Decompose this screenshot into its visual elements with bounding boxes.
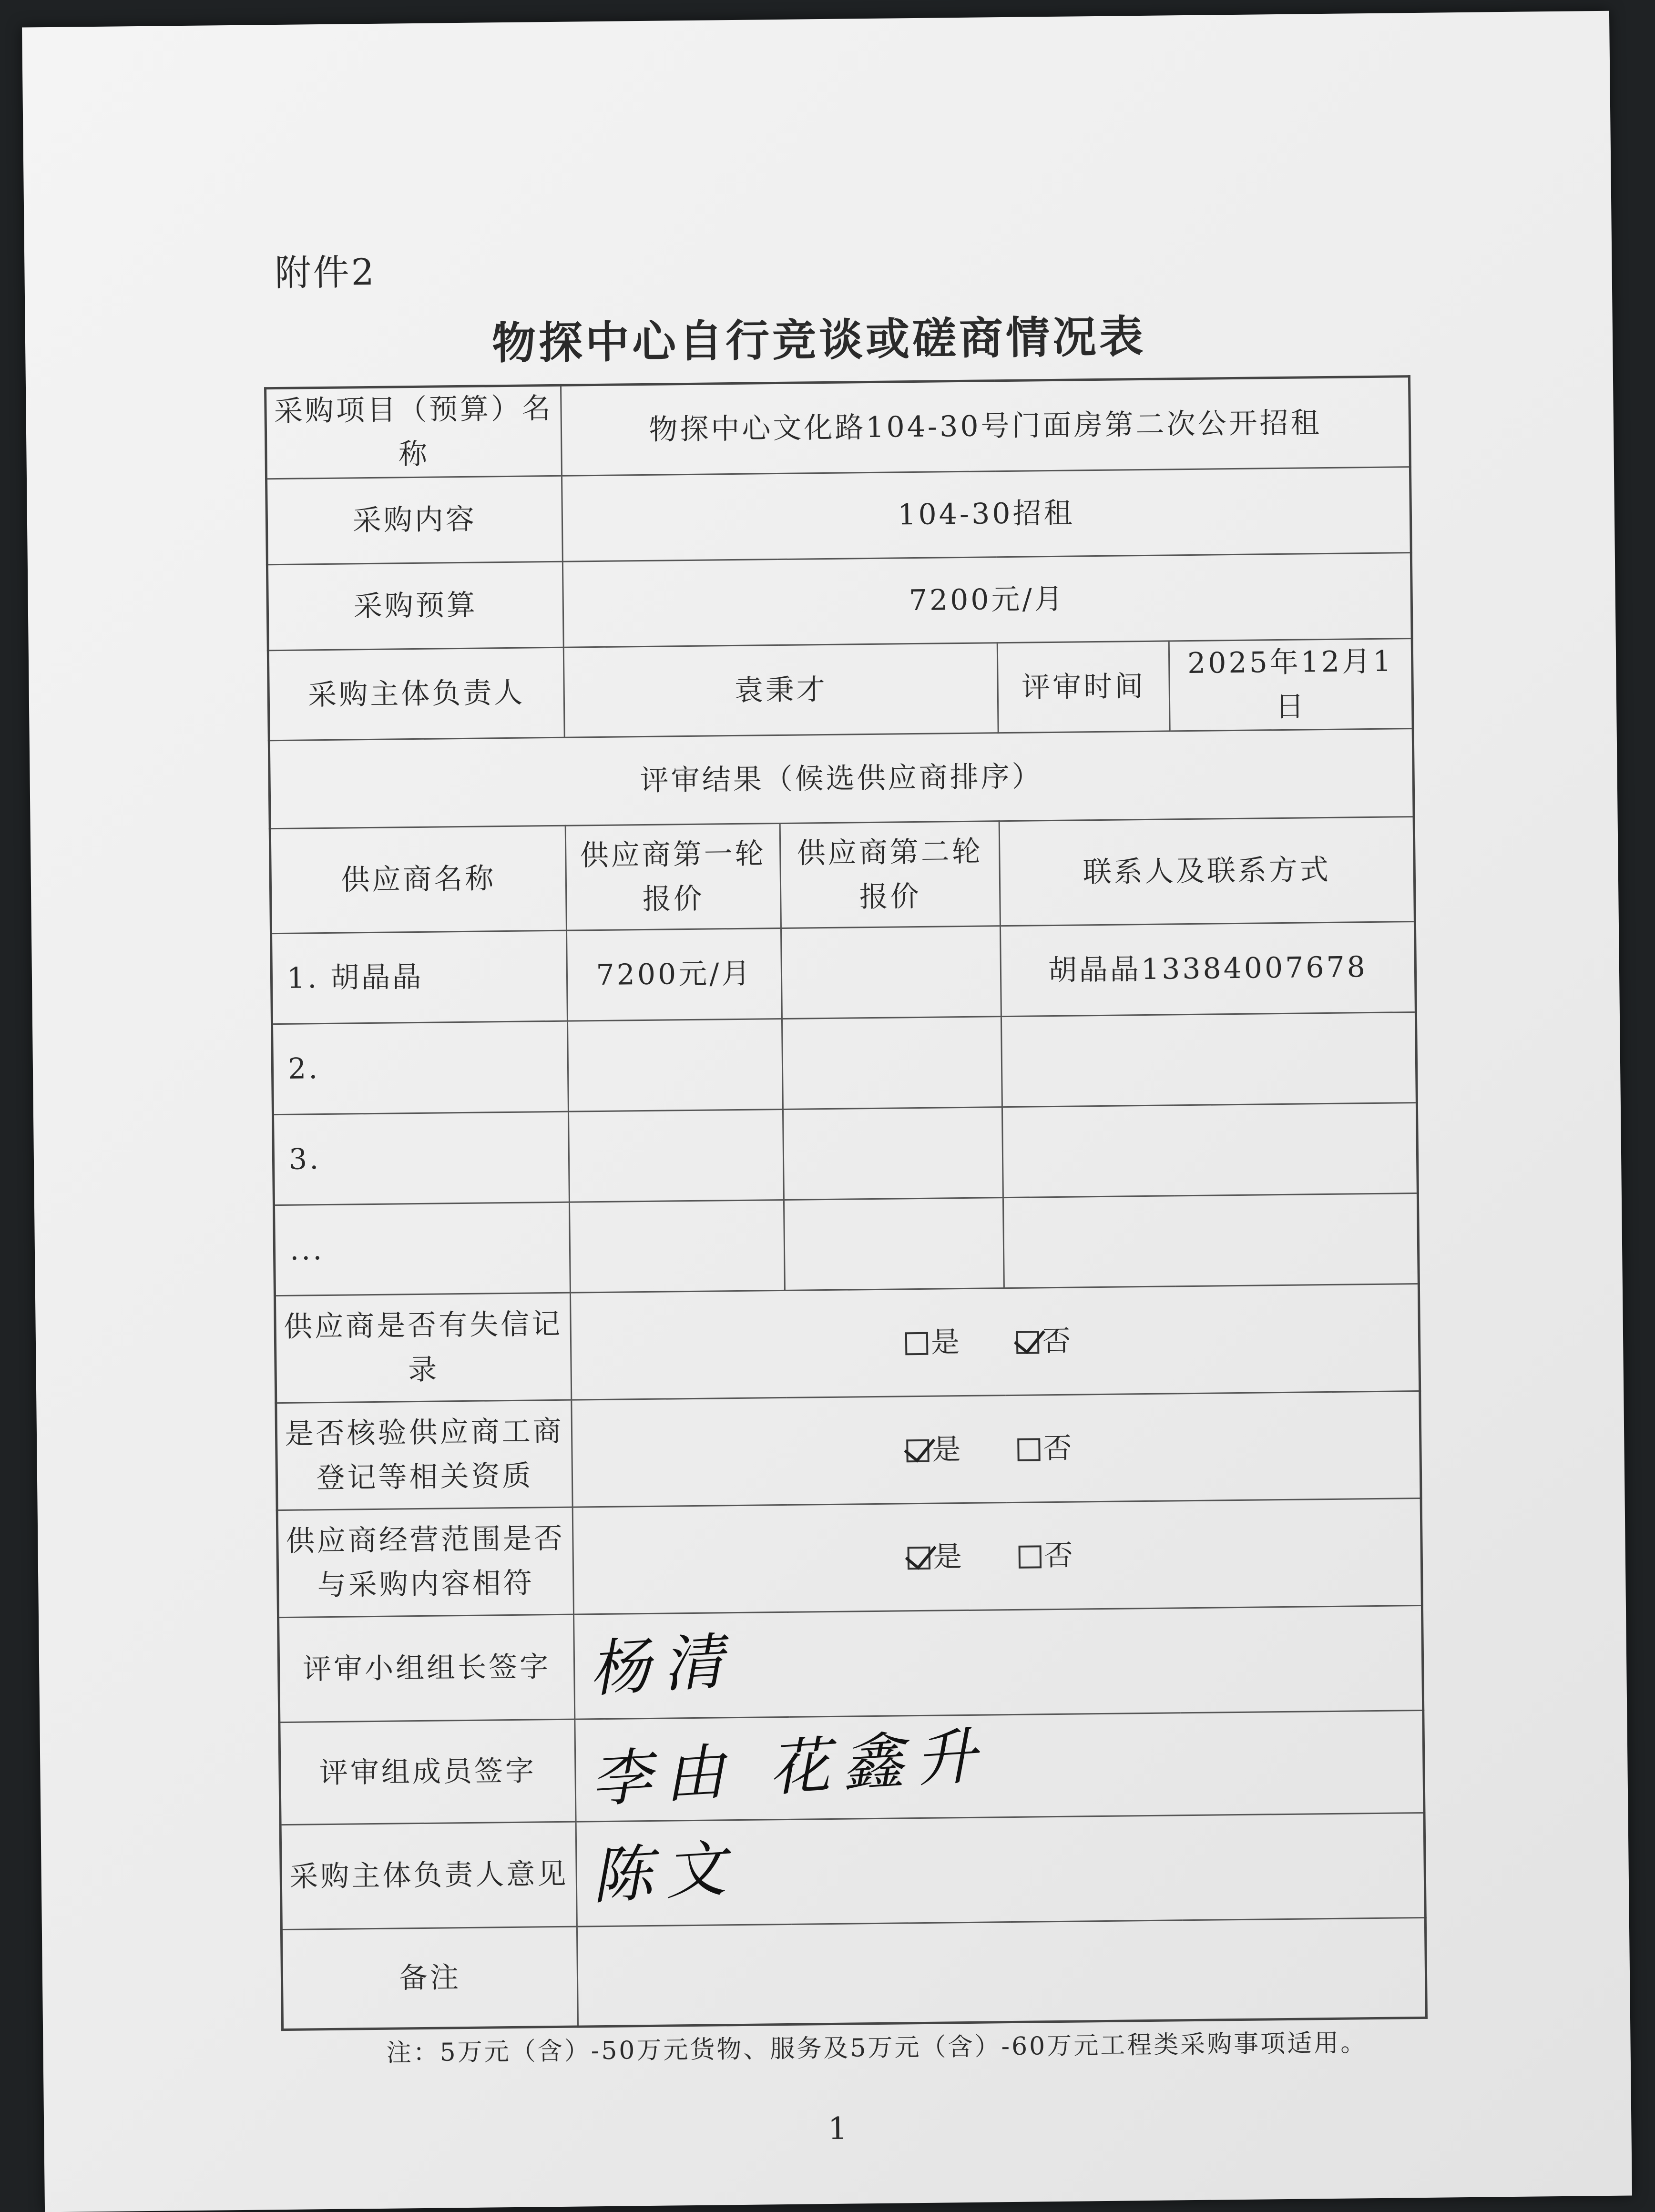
opinion-signature-cell	[576, 1813, 1425, 1927]
project-name-value: 物探中心文化路104-30号门面房第二次公开招租	[561, 377, 1410, 476]
result-heading: 评审结果（候选供应商排序）	[269, 729, 1414, 829]
option-yes[interactable]	[907, 1535, 964, 1580]
leader-signature-cell	[574, 1605, 1423, 1719]
row-dishonest	[275, 1284, 1420, 1403]
paper-sheet	[22, 11, 1632, 2212]
supplier-contact	[1003, 1193, 1419, 1288]
option-no[interactable]	[1016, 1319, 1073, 1364]
option-no-label: 否	[1043, 1431, 1074, 1465]
supplier-name: ...	[274, 1202, 570, 1295]
table-row	[274, 1193, 1419, 1296]
checkbox-checked-icon[interactable]	[1016, 1331, 1040, 1354]
supplier-first-quote: 7200元/月	[566, 928, 782, 1021]
verified-label: 是否核验供应商工商登记等相关资质	[276, 1400, 572, 1510]
table-row	[271, 922, 1416, 1024]
option-no[interactable]	[1018, 1533, 1075, 1578]
review-time-label: 评审时间	[997, 641, 1170, 733]
footnote: 注：5万元（含）-50万元货物、服务及5万元（含）-60万元工程类采购事项适用。	[386, 2029, 1368, 2068]
row-remarks	[281, 1917, 1426, 2029]
option-no[interactable]	[1017, 1426, 1074, 1471]
col-supplier-name: 供应商名称	[270, 826, 566, 933]
document-title: 物探中心自行竞谈或磋商情况表	[491, 310, 1146, 369]
supplier-second-quote	[781, 926, 1001, 1019]
row-opinion	[280, 1813, 1425, 1929]
checkbox-checked-icon[interactable]	[908, 1546, 931, 1570]
supplier-first-quote	[567, 1019, 783, 1111]
remarks-value	[577, 1917, 1426, 2027]
checkbox-icon[interactable]	[1017, 1438, 1041, 1461]
supplier-name: 1. 胡晶晶	[271, 930, 568, 1024]
supplier-name: 2.	[272, 1021, 569, 1114]
scope-label: 供应商经营范围是否与采购内容相符	[277, 1507, 573, 1617]
budget-label: 采购预算	[267, 561, 563, 650]
option-yes[interactable]	[906, 1427, 963, 1472]
members-sign-label: 评审组成员签字	[279, 1719, 576, 1825]
project-name-label: 采购项目（预算）名称	[266, 385, 562, 479]
row-leader-sign	[278, 1605, 1423, 1722]
dishonest-label: 供应商是否有失信记录	[275, 1293, 571, 1403]
table-row	[272, 1012, 1417, 1115]
supplier-first-quote	[569, 1200, 785, 1293]
row-budget	[267, 553, 1412, 651]
review-time-value: 2025年12月1日	[1169, 639, 1413, 731]
supplier-contact	[1001, 1012, 1417, 1107]
table-row	[273, 1103, 1418, 1205]
option-no-label: 否	[1042, 1324, 1073, 1358]
option-no-label: 否	[1044, 1539, 1076, 1572]
checkbox-icon[interactable]	[905, 1332, 929, 1355]
checkbox-icon[interactable]	[1019, 1545, 1042, 1569]
row-project-name	[266, 377, 1410, 479]
row-verified	[276, 1391, 1421, 1510]
checkbox-checked-icon[interactable]	[906, 1439, 930, 1462]
row-supplier-header	[270, 817, 1415, 934]
dishonest-options	[570, 1284, 1420, 1400]
supplier-name: 3.	[273, 1111, 570, 1205]
members-signature: 李由 花鑫升	[588, 1720, 991, 1816]
content-label: 采购内容	[266, 476, 563, 564]
budget-value: 7200元/月	[562, 553, 1412, 648]
option-yes[interactable]	[905, 1320, 962, 1365]
page-number: 1	[828, 2111, 848, 2147]
row-members-sign	[279, 1710, 1424, 1825]
responsible-value: 袁秉才	[563, 643, 998, 738]
row-content	[266, 467, 1411, 565]
option-yes-label: 是	[933, 1539, 965, 1574]
members-signature-cell	[575, 1710, 1424, 1822]
supplier-second-quote	[782, 1017, 1002, 1110]
leader-sign-label: 评审小组组长签字	[278, 1614, 575, 1722]
opinion-label: 采购主体负责人意见	[280, 1822, 577, 1929]
leader-signature: 杨清	[587, 1625, 738, 1706]
responsible-label: 采购主体负责人	[268, 647, 564, 740]
col-contact: 联系人及联系方式	[999, 817, 1415, 926]
supplier-second-quote	[783, 1107, 1003, 1200]
option-yes-label: 是	[932, 1432, 963, 1467]
supplier-first-quote	[568, 1109, 784, 1202]
supplier-contact: 胡晶晶13384007678	[1000, 922, 1416, 1017]
option-yes-label: 是	[930, 1325, 962, 1359]
scope-options	[572, 1498, 1422, 1614]
negotiation-form-table	[264, 375, 1428, 2031]
row-responsible	[268, 639, 1413, 741]
col-second-quote: 供应商第二轮报价	[780, 821, 1000, 928]
opinion-signature: 陈文	[589, 1833, 741, 1913]
col-first-quote: 供应商第一轮报价	[565, 824, 781, 931]
remarks-label: 备注	[281, 1927, 578, 2029]
row-scope	[277, 1498, 1422, 1617]
verified-options	[572, 1391, 1421, 1508]
content-value: 104-30招租	[562, 467, 1411, 562]
row-result-heading	[269, 729, 1414, 829]
attachment-label: 附件2	[275, 250, 377, 295]
supplier-contact	[1002, 1103, 1418, 1198]
supplier-second-quote	[784, 1198, 1004, 1291]
